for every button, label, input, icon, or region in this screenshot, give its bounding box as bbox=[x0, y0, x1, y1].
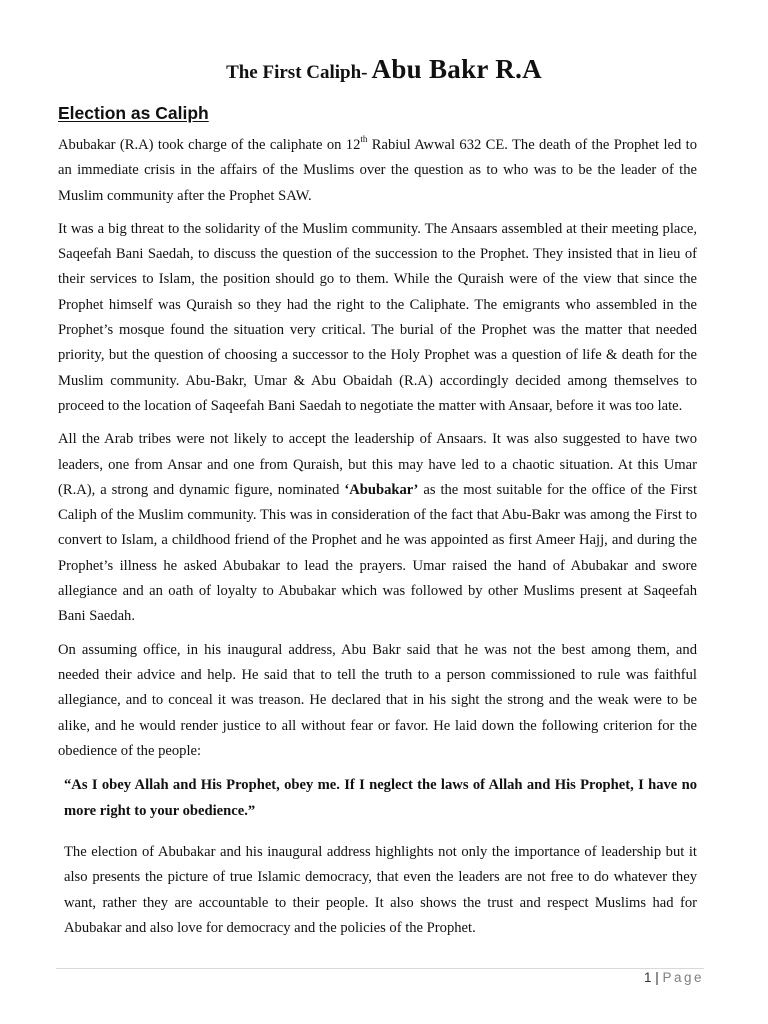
section-heading: Election as Caliph bbox=[58, 103, 209, 123]
ordinal-suffix: th bbox=[360, 134, 368, 145]
title-name: Abu Bakr R.A bbox=[371, 54, 542, 84]
paragraph-1-text-a: Abubakar (R.A) took charge of the caliphate on 12 bbox=[58, 137, 361, 153]
page-label: Page bbox=[662, 970, 704, 985]
page-number: 1 bbox=[643, 970, 652, 985]
page-footer bbox=[644, 970, 704, 985]
paragraph-5: The election of Abubakar and his inaugural address highlights not only the importance of leadership but it also presents the picture of true Islamic democracy, that even the leaders are not free to do whatever they want, rather they are accountable to their people. It also shows the trust and respect Muslims had for Abubakar and also love for democracy and the policies of the Prophet. bbox=[64, 844, 697, 937]
paragraph-3-text-b: as the most suitable for the office of the First Caliph of the Muslim community. This was in consideration of the fact that Abu-Bakr was among the First to convert to Islam, a childhood friend of the Prophet and he was appointed as first Ameer Hajj, and during the Prophet’s illness he asked Abubakar to lead the prayers. Umar raised the hand of Abubakar and swore allegiance and an oath of loyalty to Abubakar which was followed by other Muslims present at Saqeefah Bani Saedah. bbox=[58, 481, 697, 625]
title-prefix: The First Caliph- bbox=[226, 62, 368, 83]
footer-separator: | bbox=[651, 970, 663, 985]
paragraph-1-text-b: Rabiul Awwal 632 CE. The death of the Prophet led to an immediate crisis in the affairs of the Muslims over the question as to who was to be the leader of the Muslim community after the Prophet SAW. bbox=[58, 137, 697, 204]
paragraph-2: It was a big threat to the solidarity of the Muslim community. The Ansaars assembled at their meeting place, Saqeefah Bani Saedah, to discuss the question of the succession to the Prophet. They insisted that in lieu of their services to Islam, the position should go to them. While the Quraish were of the view that since the Prophet himself was Quraish so they had the right to the Caliphate. The emigrants who assembled in the Prophet’s mosque found the situation very critical. The burial of the Prophet was the matter that needed priority, but the question of choosing a successor to the Holy Prophet was a question of life & death for the Muslim community. Abu-Bakr, Umar & Abu Obaidah (R.A) accordingly decided among themselves to proceed to the location of Saqeefah Bani Saedah to negotiate the matter with Ansaar, before it was too late. bbox=[58, 220, 697, 414]
paragraph-3 bbox=[58, 427, 697, 629]
footer-divider bbox=[56, 968, 704, 969]
nominee-name: ‘Abubakar’ bbox=[344, 481, 419, 498]
paragraph-3-text-a: All the Arab tribes were not likely to accept the leadership of Ansaars. It was also suggested to have two leaders, one from Ansar and one from Quraish, but this may have led to a chaotic situation. At this Umar (R.A), a strong and dynamic figure, nominated bbox=[58, 431, 697, 498]
document-body bbox=[58, 133, 697, 949]
page-title bbox=[0, 54, 768, 85]
inaugural-quote: “As I obey Allah and His Prophet, obey me. If I neglect the laws of Allah and His Prophet, I have no more right to your obedience.” bbox=[64, 777, 697, 820]
paragraph-1 bbox=[58, 133, 697, 209]
paragraph-4: On assuming office, in his inaugural address, Abu Bakr said that he was not the best among them, and needed their advice and help. He said that to tell the truth to a person commissioned to rule was faithful allegiance, and to conceal it was treason. He declared that in his sight the strong and the weak were to be alike, and he would render justice to all without fear or favor. He laid down the following criterion for the obedience of the people: bbox=[58, 641, 697, 759]
